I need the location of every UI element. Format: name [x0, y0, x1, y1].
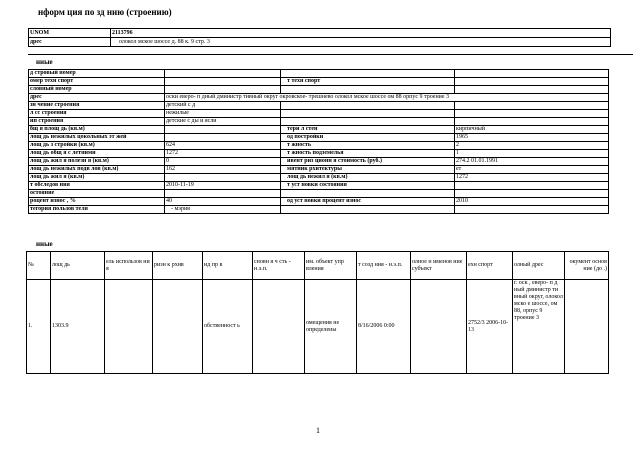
info-value: нежилые [165, 110, 281, 118]
info-row [29, 78, 609, 86]
detail-cell-obj: омещения не определены [305, 280, 357, 374]
info-label: тегория пользов теля [29, 206, 165, 214]
info-label: бщ я площ дь (кв.м) [29, 126, 165, 134]
info-label [281, 118, 455, 126]
info-value: 0 [165, 158, 281, 166]
info-value [455, 78, 609, 86]
info-value: 1272 [165, 150, 281, 158]
info-value [165, 174, 281, 182]
detail-table [26, 251, 609, 374]
info-value [455, 206, 609, 214]
info-row [29, 94, 609, 102]
info-value: ет [455, 166, 609, 174]
info-label: т жность [281, 142, 455, 150]
info-label: роцент износ , % [29, 198, 165, 206]
main-info-table [28, 69, 609, 214]
info-value [165, 126, 281, 134]
info-label: т техн спорт [281, 78, 455, 86]
info-value: 1272 [455, 174, 609, 182]
detail-cell-address: г. оск , еверо- п д ный дминистр ти вный округ, олокол мско е шоссе, ом 88, орпус 9 троение 3 [513, 280, 565, 374]
info-value [165, 70, 281, 78]
info-label: зн чение строения [29, 102, 165, 110]
detail-cell-main [253, 280, 305, 374]
info-value: 1 [455, 150, 609, 158]
info-value [165, 78, 281, 86]
info-value: - мэрия [165, 206, 281, 214]
info-value [165, 190, 281, 198]
info-label [281, 206, 455, 214]
info-row [29, 182, 609, 190]
info-label: л сс строения [29, 110, 165, 118]
info-label [281, 102, 455, 110]
info-label: т обследов ния [29, 182, 165, 190]
info-value: 40 [165, 198, 281, 206]
info-label: лощ дь нежил я (кв.м) [281, 174, 455, 182]
info-row [29, 198, 609, 206]
info-value [455, 70, 609, 78]
info-row [29, 110, 609, 118]
info-label: мятник рхитектуры [281, 166, 455, 174]
info-value: 274.2 01.01.1991 [455, 158, 609, 166]
detail-cell-right: обственност ь [203, 280, 253, 374]
detail-cell-date: 8/16/2006 0:00 [357, 280, 411, 374]
info-label: тери л стен [281, 126, 455, 134]
info-value [165, 134, 281, 142]
detail-header: № [27, 252, 51, 280]
detail-header: лощ дь [51, 252, 105, 280]
info-value: 624 [165, 142, 281, 150]
detail-header: окумент основ ние (до .) [565, 252, 609, 280]
info-label: остояние [29, 190, 165, 198]
detail-header: сновн я ч сть - н.э.п. [253, 252, 305, 280]
info-row [29, 70, 609, 78]
info-label: т уст новки состояния [281, 182, 455, 190]
info-label: словный номер [29, 86, 165, 94]
info-row [29, 142, 609, 150]
detail-header: ризн к рхив [153, 252, 203, 280]
info-label: ип строения [29, 118, 165, 126]
detail-cell-passport: 2752/3 2006-10-13 [467, 280, 513, 374]
detail-header: олное н именов ние субъект [411, 252, 467, 280]
info-value: оски еверо- п дный дминистр тивный округ окровское- трешнево олокол мское шоссе ом 88 орпус 9 троение 3 [165, 94, 609, 102]
unom-value: 2113796 [111, 29, 611, 38]
info-value: детские с ды и ясли [165, 118, 281, 126]
info-row [29, 118, 609, 126]
detail-header: им. объект упр вления [305, 252, 357, 280]
detail-header: ехн спорт [467, 252, 513, 280]
detail-cell-doc [565, 280, 609, 374]
info-label: лощ дь общ я с летними [29, 150, 165, 158]
info-row [29, 102, 609, 110]
info-label: од постройки [281, 134, 455, 142]
info-label: лощ дь жил я (кв.м) [29, 174, 165, 182]
info-value: 2010 [455, 198, 609, 206]
info-value [455, 118, 609, 126]
info-row [29, 86, 609, 94]
info-label: лощ дь нежилых цокольных эт жей [29, 134, 165, 142]
address-value: олокол мское шоссе д. 88 к. 9 стр. 3 [111, 38, 611, 47]
detail-header: т созд ния - н.э.п. [357, 252, 411, 280]
info-label: лощ дь жил я полезн я (кв.м) [29, 158, 165, 166]
section-data2-label: нные [36, 240, 53, 248]
info-value [165, 86, 281, 94]
info-row [29, 206, 609, 214]
detail-header: ель использов ни я [105, 252, 153, 280]
info-value: кирпичный [455, 126, 609, 134]
info-label: дрес [29, 94, 165, 102]
info-row [29, 190, 609, 198]
address-label: дрес [29, 38, 111, 47]
header-table [28, 28, 611, 47]
info-row [29, 166, 609, 174]
section-data-label: нные [36, 58, 53, 66]
page-number: 1 [316, 426, 320, 435]
unom-label: UNOM [29, 29, 111, 38]
info-label [281, 190, 455, 198]
info-value [455, 190, 609, 198]
info-row [29, 126, 609, 134]
info-row [29, 134, 609, 142]
info-row [29, 158, 609, 166]
info-value [455, 86, 609, 94]
detail-cell-subject [411, 280, 467, 374]
info-label: омер техн спорт [29, 78, 165, 86]
info-value [455, 110, 609, 118]
info-label [281, 70, 455, 78]
page-title: нформ ция по зд нию (строению) [38, 7, 172, 17]
info-label: лощ дь нежилых подв лов (кв.м) [29, 166, 165, 174]
info-row [29, 174, 609, 182]
info-value: 2 [455, 142, 609, 150]
detail-cell-archive [153, 280, 203, 374]
detail-header: олный дрес [513, 252, 565, 280]
info-label [281, 86, 455, 94]
detail-cell-num: 1. [27, 280, 51, 374]
info-label: ивент риз ционн я стоимость (руб.) [281, 158, 455, 166]
info-value: детский с д [165, 102, 281, 110]
info-label: лощ дь з стройки (кв.м) [29, 142, 165, 150]
info-value [455, 102, 609, 110]
info-label: од уст новки процент износ [281, 198, 455, 206]
detail-cell-use [105, 280, 153, 374]
detail-cell-area: 1303.9 [51, 280, 105, 374]
info-value [455, 182, 609, 190]
info-label: т жность подземелья [281, 150, 455, 158]
info-value: 1965 [455, 134, 609, 142]
detail-header: ид пр в [203, 252, 253, 280]
info-row [29, 150, 609, 158]
info-value: 162 [165, 166, 281, 174]
divider [28, 54, 633, 55]
info-value: 2010-11-19 [165, 182, 281, 190]
info-label: д стровый номер [29, 70, 165, 78]
info-label [281, 110, 455, 118]
